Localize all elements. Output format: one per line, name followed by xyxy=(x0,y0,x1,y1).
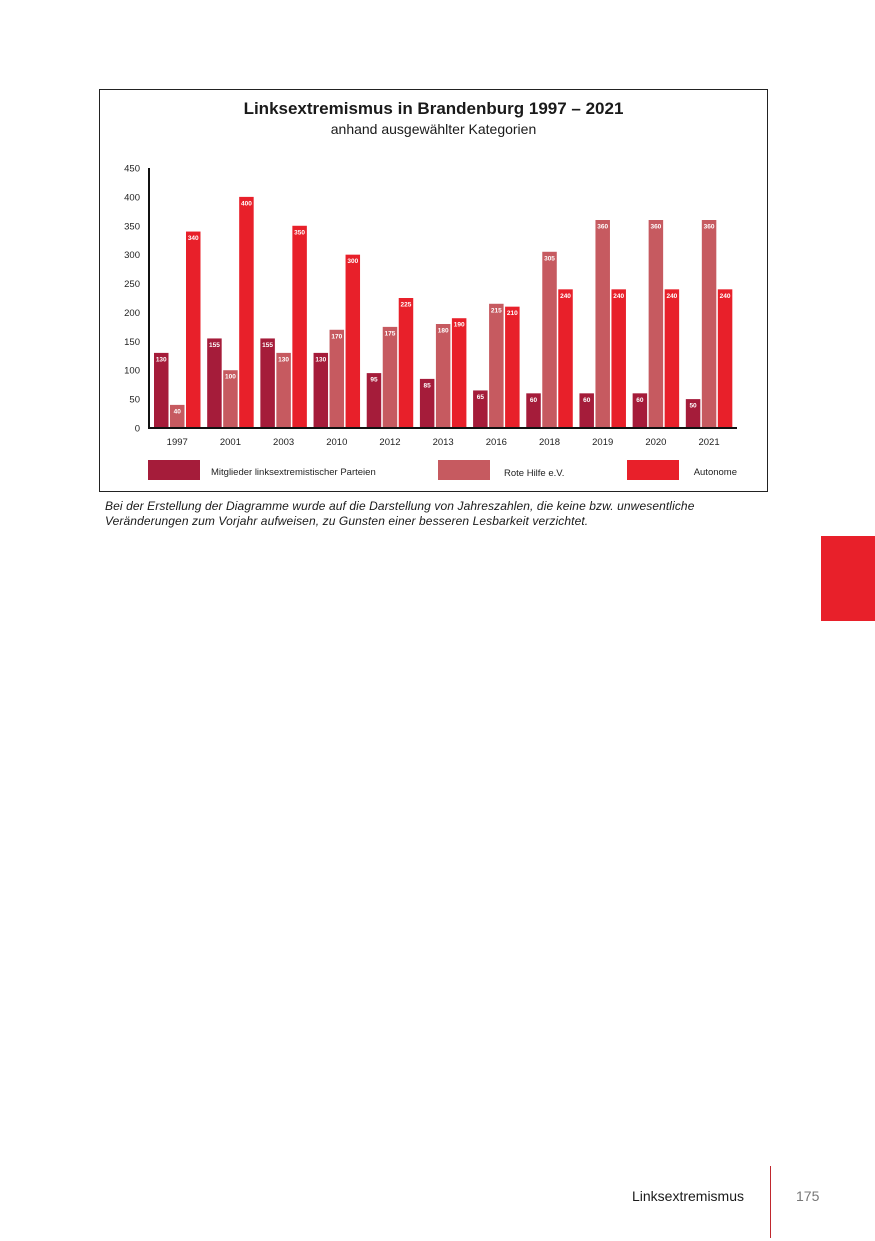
chart-frame xyxy=(99,89,768,492)
legend-swatch xyxy=(627,460,679,480)
x-tick-label: 2013 xyxy=(432,437,454,448)
y-tick-label: 350 xyxy=(124,221,140,233)
bar xyxy=(718,289,733,428)
bar xyxy=(154,353,169,428)
data-label: 40 xyxy=(173,408,181,416)
bar xyxy=(186,232,201,428)
data-label: 350 xyxy=(294,229,306,237)
data-label: 60 xyxy=(583,396,591,404)
bar xyxy=(702,220,717,428)
y-tick-label: 300 xyxy=(124,250,140,262)
bar xyxy=(330,330,345,428)
data-label: 360 xyxy=(703,223,715,231)
data-label: 130 xyxy=(315,356,327,364)
data-label: 400 xyxy=(241,200,252,208)
x-tick-label: 2001 xyxy=(219,437,242,448)
bar xyxy=(595,220,610,428)
data-label: 180 xyxy=(437,327,449,335)
y-tick-label: 400 xyxy=(124,192,140,204)
bar xyxy=(489,304,504,428)
bar-chart xyxy=(100,90,766,490)
x-tick-label: 2020 xyxy=(645,437,667,448)
data-label: 225 xyxy=(400,301,412,309)
x-tick-label: 2021 xyxy=(698,437,720,448)
bar xyxy=(542,252,557,428)
data-label: 60 xyxy=(529,396,538,404)
y-tick-label: 50 xyxy=(129,394,140,406)
data-label: 130 xyxy=(278,356,290,364)
bar xyxy=(399,298,414,428)
legend-label: Rote Hilfe e.V. xyxy=(504,468,565,479)
page-number: 175 xyxy=(796,1188,820,1204)
data-label: 190 xyxy=(453,321,465,329)
data-label: 155 xyxy=(262,341,274,349)
bar xyxy=(611,289,626,428)
chart-title: Linksextremismus in Brandenburg 1997 – 2021 xyxy=(243,99,624,118)
bar xyxy=(383,327,398,428)
data-label: 300 xyxy=(347,258,359,266)
x-tick-label: 2012 xyxy=(379,437,401,448)
data-label: 240 xyxy=(613,292,625,300)
data-label: 240 xyxy=(666,292,678,300)
bar xyxy=(292,226,307,428)
bar xyxy=(505,307,520,428)
bar xyxy=(558,289,573,428)
data-label: 50 xyxy=(689,402,697,410)
chart-caption: Bei der Erstellung der Diagramme wurde auf die Darstellung von Jahreszahlen, die keine bzw. unwesentliche Veränderungen zum Vorjahr aufweisen, zu Gunsten einer besseren Lesbarkeit verzichtet. xyxy=(105,499,695,528)
bar xyxy=(276,353,291,428)
chart-subtitle: anhand ausgewählter Kategorien xyxy=(330,121,537,137)
x-tick-label: 2003 xyxy=(273,437,295,448)
y-tick-label: 450 xyxy=(124,163,140,175)
bar xyxy=(436,324,451,428)
data-label: 100 xyxy=(225,373,236,381)
legend-swatch xyxy=(438,460,490,480)
data-label: 155 xyxy=(209,341,220,349)
data-label: 130 xyxy=(155,356,167,364)
data-label: 210 xyxy=(506,310,518,318)
data-label: 340 xyxy=(187,235,199,243)
bar xyxy=(665,289,680,428)
x-tick-label: 2019 xyxy=(592,437,614,448)
data-label: 175 xyxy=(384,330,396,338)
chapter-tab xyxy=(821,536,875,621)
x-tick-label: 2016 xyxy=(485,437,507,448)
data-label: 170 xyxy=(331,333,343,341)
data-label: 95 xyxy=(370,376,378,384)
data-label: 240 xyxy=(560,292,571,300)
x-tick-label: 2010 xyxy=(326,437,348,448)
bar xyxy=(452,318,467,428)
legend-label: Mitglieder linksextremistischer Parteien xyxy=(211,467,376,478)
y-tick-label: 100 xyxy=(124,365,140,377)
legend-swatch xyxy=(148,460,200,480)
data-label: 305 xyxy=(544,255,555,263)
data-label: 65 xyxy=(476,393,484,401)
data-label: 60 xyxy=(636,396,644,404)
data-label: 215 xyxy=(490,307,502,315)
y-tick-label: 250 xyxy=(124,279,140,291)
data-label: 360 xyxy=(597,223,609,231)
x-tick-label: 1997 xyxy=(166,437,188,448)
bar xyxy=(346,255,361,428)
data-label: 360 xyxy=(650,223,662,231)
bar xyxy=(314,353,329,428)
y-tick-label: 150 xyxy=(124,336,140,348)
x-tick-label: 2018 xyxy=(538,437,561,448)
legend-label: Autonome xyxy=(693,467,737,478)
y-tick-label: 200 xyxy=(124,307,140,319)
data-label: 240 xyxy=(719,292,731,300)
footer-divider xyxy=(770,1166,771,1238)
data-label: 85 xyxy=(423,382,431,390)
bar xyxy=(649,220,664,428)
footer-section-title: Linksextremismus xyxy=(631,1188,744,1204)
y-tick-label: 0 xyxy=(134,423,140,435)
bar xyxy=(239,197,254,428)
bar xyxy=(207,338,222,428)
bar xyxy=(260,338,275,428)
